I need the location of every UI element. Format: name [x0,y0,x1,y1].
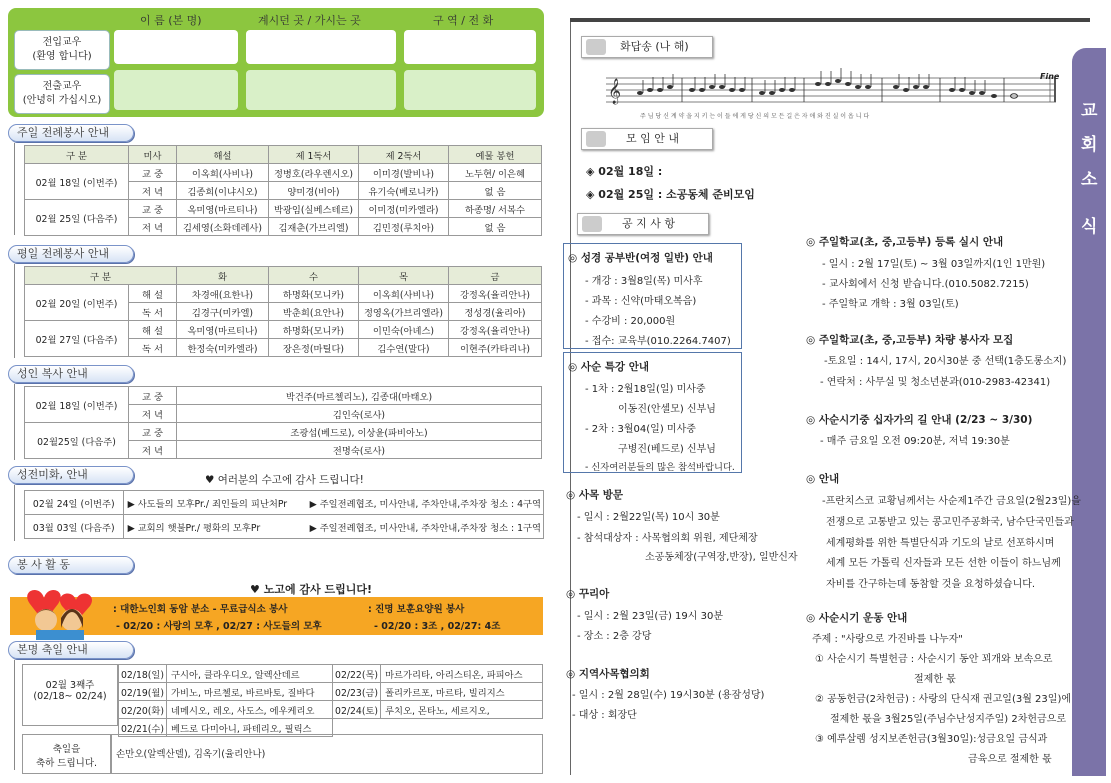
visit-title: ◎ 사목 방문 [566,489,624,501]
sidebar-char: 교 [1081,101,1098,121]
news-panel-top-bar [570,18,1090,22]
cell: 김세영(소화데레사) [177,218,269,236]
cell: 김재춘(가브리엘) [269,218,359,236]
info-line: -프란치스코 교황님께서는 사순제1주간 금요일(2월23일)을 [822,496,1081,507]
th: 예물 봉헌 [449,146,542,164]
cell: 해 설 [129,285,177,303]
lent-line: - 2차 : 3월04(일) 미사중 [585,424,696,435]
lent-line: 이동진(안셀모) 신부님 [618,404,716,415]
cell: 네메시오, 레오, 사도스, 에우케리오 [167,701,333,719]
transfer-out-name-field[interactable] [114,70,238,110]
school-line: - 교사회에서 신청 받습니다.(010.5082.7215) [822,279,1029,290]
cell: 강정옥(율리안나) [449,321,542,339]
th: 수 [269,267,359,285]
altar-server-title: 성인 복사 안내 [8,365,134,383]
lent-movement-line: 절제한 몫을 3월25일(주님수난성지주일) 2차헌금으로 [830,714,1066,725]
feast-line [14,660,15,770]
visit-line: 소공동체장(구역장,반장), 일반신자 [645,552,798,563]
transfer-header-name: 이 름 (본 명) [140,14,202,27]
cell: 없 음 [449,182,542,200]
sidebar-char: 식 [1081,217,1098,237]
transfer-out-place-field[interactable] [246,70,396,110]
cleaning-title: 성전미화, 안내 [8,466,134,484]
lent-line: - 1차 : 2월18일(일) 미사중 [585,384,706,395]
lent-movement-line: 주제 : "사랑으로 가진바를 나누자" [812,634,963,645]
regional-title: ◎ 지역사목협의회 [566,668,650,680]
cell: 02/22(목) [333,665,381,683]
date-cell: 02월 20일 (이번주) [25,285,129,321]
notice-header [577,213,709,235]
fine-mark: Fine [1040,72,1060,81]
cell: 정영옥(가브리엘라) [359,303,449,321]
cell: 저 녁 [129,182,177,200]
visit-line: - 참석대상자 : 사목협의회 위원, 제단체장 [577,533,758,544]
bible-line: - 수강비 : 20,000원 [585,316,676,327]
lent-line: 구병진(베드로) 신부님 [618,444,716,455]
transfer-box [8,8,544,117]
lent-movement-line: 절제한 몫 [914,674,956,685]
cell: 김경구(미카엘) [177,303,269,321]
cell: 차경애(요한나) [177,285,269,303]
cell: 김인숙(로사) [177,405,542,423]
weekday-liturgy-title: 평일 전례봉사 안내 [8,245,134,263]
info-line: 전쟁으로 고통받고 있는 콩고민주공화국, 남수단국민들과 [826,517,1074,528]
cleaning-table [24,490,544,539]
weekday-liturgy-table [24,266,542,357]
cell: 하종명/ 서복수 [449,200,542,218]
cell: 박건주(마르첼리노), 김종대(마태오) [177,387,542,405]
transfer-header-area: 구 역 / 전 화 [433,14,494,27]
cell: 02/24(토) [333,701,381,719]
regional-line: - 일시 : 2월 28일(수) 19시30분 (용잠성당) [572,690,765,701]
cell: ▶ 사도들의 모후Pr./ 죄인들의 피난처Pr [123,491,306,515]
date-cell: 02월25일 (다음주) [25,423,129,459]
cell: 독 서 [129,339,177,357]
school-title: ◎ 주일학교(초, 중,고등부) 등록 실시 안내 [806,236,1004,248]
bible-line: - 과목 : 신약(마태오복음) [585,296,697,307]
cell: 하명화(모니카) [269,285,359,303]
cell: 이미정(미카엘라) [359,200,449,218]
cell: 조광섭(베드로), 이상윤(파비아노) [177,423,542,441]
meeting-item: ◈ 02월 18일 : [586,165,663,178]
hymn-header [581,36,713,58]
cell: 노두현/ 이은혜 [449,164,542,182]
transfer-in-place-field[interactable] [246,30,396,64]
date-cell: 02월 27일 (다음주) [25,321,129,357]
cell: 정성경(율리아) [449,303,542,321]
weekday-line [14,264,15,358]
service-thanks: ♥ 노고에 감사 드립니다! [250,583,372,596]
service-right-line2: - 02/20 : 3조 , 02/27: 4조 [374,621,501,632]
cell: 이옥희(사비나) [177,164,269,182]
curia-line: - 일시 : 2월 23일(금) 19시 30분 [577,611,724,622]
cell: 저 녁 [129,405,177,423]
cell: 박광임(실베스테르) [269,200,359,218]
lent-movement-line: 금육으로 절제한 몫 [968,754,1052,765]
cell: 김종희(이냐시오) [177,182,269,200]
cell: ▶ 주일전례협조, 미사안내, 주차안내,주차장 청소 : 1구역 [306,515,544,539]
cell: 02/23(금) [333,683,381,701]
cell: 양미경(비아) [269,182,359,200]
cell: 구시아, 클라우디오, 알렉산데르 [167,665,333,683]
feast-title: 본명 축일 안내 [8,641,134,659]
visit-line: - 일시 : 2월22일(목) 10시 30분 [577,512,720,523]
cell: 02/18(일) [119,665,167,683]
priest-icon [586,39,606,55]
service-left-line2: - 02/20 : 사랑의 모후 , 02/27 : 사도들의 모후 [116,621,322,632]
meeting-header [581,128,713,150]
couple-illustration [16,582,102,640]
th: 목 [359,267,449,285]
cell: 교 중 [129,164,177,182]
school-line: - 일시 : 2월 17일(토) ~ 3월 03일까지(1인 1만원) [822,259,1046,270]
lent-line: - 신자여러분들의 많은 참석바랍니다. [585,462,735,473]
cell: 교 중 [129,200,177,218]
cell: 하명화(모니카) [269,321,359,339]
service-title: 봉 사 활 동 [8,556,134,574]
cell: 루치오, 몬타노, 세르지오, [381,701,543,719]
car-line: -토요일 : 14시, 17시, 20시30분 중 선택(1층도롱소지) [824,356,1067,367]
sunday-liturgy-title: 주일 전례봉사 안내 [8,124,134,142]
transfer-header-place: 계시던 곳 / 가시는 곳 [258,14,361,27]
cell: 유기숙(베로니카) [359,182,449,200]
th: 구 분 [25,267,177,285]
date-cell: 02월 25일 (다음주) [25,200,129,236]
lent-movement-line: ③ 예루살렘 성지보존헌금(3월30일):성금요일 금식과 [815,734,1048,745]
info-title: ◎ 안내 [806,473,840,485]
cell: 이옥희(사비나) [359,285,449,303]
cell: 마르가리타, 아리스티온, 파피아스 [381,665,543,683]
sidebar-char: 소 [1081,170,1098,190]
info-line: 세계평화를 위한 특별단식과 기도의 날로 선포하시며 [826,538,1055,549]
lent-movement-title: ◎ 사순시기 운동 안내 [806,612,908,624]
cell: 박춘희(요안나) [269,303,359,321]
th: 화 [177,267,269,285]
th: 미사 [129,146,177,164]
stations-line: - 매주 금요일 오전 09:20분, 저녁 19:30분 [820,436,1010,447]
sidebar-char: 회 [1081,135,1098,155]
meeting-title: 모 임 안 내 [626,132,679,145]
congrats-names: 손만오(알렉산델), 김옥기(율리안나) [111,734,543,774]
hymn-title: 화답송 (나 해) [620,40,689,53]
cell: 강정옥(율리안나) [449,285,542,303]
cell: 02/21(수) [119,719,167,737]
cell: 장은정(마틸다) [269,339,359,357]
cell: 02/20(화) [119,701,167,719]
cell: 이미경(발비나) [359,164,449,182]
priest-icon [586,131,606,147]
th: 해설 [177,146,269,164]
hymn-lyrics: 주 님 당 신 계 약 을 지 키 는 이 들 에 게 당 신 의 모 든 길 은 자 애 와 진 실 이 옵 니 다 [640,113,870,120]
car-title: ◎ 주일학교(초, 중,고등부) 차량 봉사자 모집 [806,334,1014,346]
transfer-in-label: 전입교우 (환영 합니다) [14,30,110,70]
svg-text:𝄞: 𝄞 [608,79,622,104]
cell: 저 녁 [129,218,177,236]
cell: 해 설 [129,321,177,339]
cell: 김수연(말다) [359,339,449,357]
cell: 교 중 [129,387,177,405]
cell: 전명숙(로사) [177,441,542,459]
transfer-out-label: 전출교우 (안녕히 가십시오) [14,74,110,114]
congrats-label: 축일을 축하 드립니다. [22,734,111,774]
cell: 김민정(루치아) [359,218,449,236]
cell: 이민숙(아녜스) [359,321,449,339]
cell: 없 음 [449,218,542,236]
cell: 저 녁 [129,441,177,459]
school-line: - 주일학교 개학 : 3월 03일(토) [822,299,959,310]
transfer-out-area-field[interactable] [404,70,536,110]
feast-week-label: 02월 3째주 (02/18~ 02/24) [22,664,118,726]
bible-line: - 개강 : 3월8일(목) 미사후 [585,276,703,287]
adult-line [14,384,15,460]
bible-study-title: ◎ 성경 공부반(여정 일반) 안내 [568,252,713,264]
car-line: - 연락처 : 사무실 및 청소년분과(010-2983-42341) [820,377,1051,388]
curia-line: - 장소 : 2층 강당 [577,631,652,642]
priest-icon [582,216,602,232]
sunday-line [14,143,15,235]
cell: 베드로 다미아니, 파테리오, 필릭스 [167,719,333,737]
cell: 옥미영(마르티나) [177,321,269,339]
cell: ▶ 교회의 햇불Pr./ 평화의 모후Pr [123,515,306,539]
date-cell: 02월 18일 (이번주) [25,164,129,200]
beauty-line [14,485,15,541]
lent-lecture-title: ◎ 사순 특강 안내 [568,361,649,373]
cell: 이현주(카타리나) [449,339,542,357]
transfer-in-name-field[interactable] [114,30,238,64]
curia-title: ◎ 꾸리아 [566,588,610,600]
altar-server-table [24,386,542,459]
date-cell: 02월 18일 (이번주) [25,387,129,423]
th: 금 [449,267,542,285]
meeting-item: ◈ 02월 25일 : 소공동체 준비모임 [586,188,755,201]
bible-line: - 접수: 교육부(010.2264.7407) [585,336,731,347]
cell: 폴리카르포, 마르타, 빌리지스 [381,683,543,701]
cell: 한정숙(미카엘라) [177,339,269,357]
info-line: 세계 모든 가톨릭 신자들과 모든 선한 이들이 하느님께 [826,558,1061,569]
regional-line: - 대상 : 회장단 [572,710,637,721]
date-cell: 02월 24일 (이번주) [25,491,124,515]
cell: 02/19(월) [119,683,167,701]
service-left-line1: : 대한노인회 동암 분소 - 무료급식소 봉사 [113,604,288,615]
transfer-in-area-field[interactable] [404,30,536,64]
sunday-liturgy-table [24,145,542,236]
info-line: 자비를 간구하는데 동참할 것을 요청하셨습니다. [826,579,1036,590]
lent-movement-line: ① 사순시기 특별헌금 : 사순시기 동안 꾀개와 보속으로 [815,654,1053,665]
music-staff [606,68,1058,116]
th: 제 2독서 [359,146,449,164]
th: 제 1독서 [269,146,359,164]
cell: 가비노, 마르첼로, 바르바토, 질바다 [167,683,333,701]
service-right-line1: : 진명 보훈요양원 봉사 [368,604,465,615]
news-sidebar [1072,48,1106,776]
lent-movement-line: ② 공동헌금(2차헌금) : 사랑의 단식재 권고일(3월 23일)에 [815,694,1072,705]
th: 구 분 [25,146,129,164]
cell: 교 중 [129,423,177,441]
stations-title: ◎ 사순시기중 십자가의 길 안내 (2/23 ~ 3/30) [806,414,1033,426]
feast-table [118,664,543,737]
cell: ▶ 주일전례협조, 미사안내, 주차안내,주차장 청소 : 4구역 [306,491,544,515]
cell: 정병호(라우렌시오) [269,164,359,182]
cleaning-thanks: ♥ 여러분의 수고에 감사 드립니다! [205,474,364,486]
notice-title: 공 지 사 항 [622,217,675,230]
date-cell: 03월 03일 (다음주) [25,515,124,539]
cell: 옥미영(마르티나) [177,200,269,218]
cell: 독 서 [129,303,177,321]
